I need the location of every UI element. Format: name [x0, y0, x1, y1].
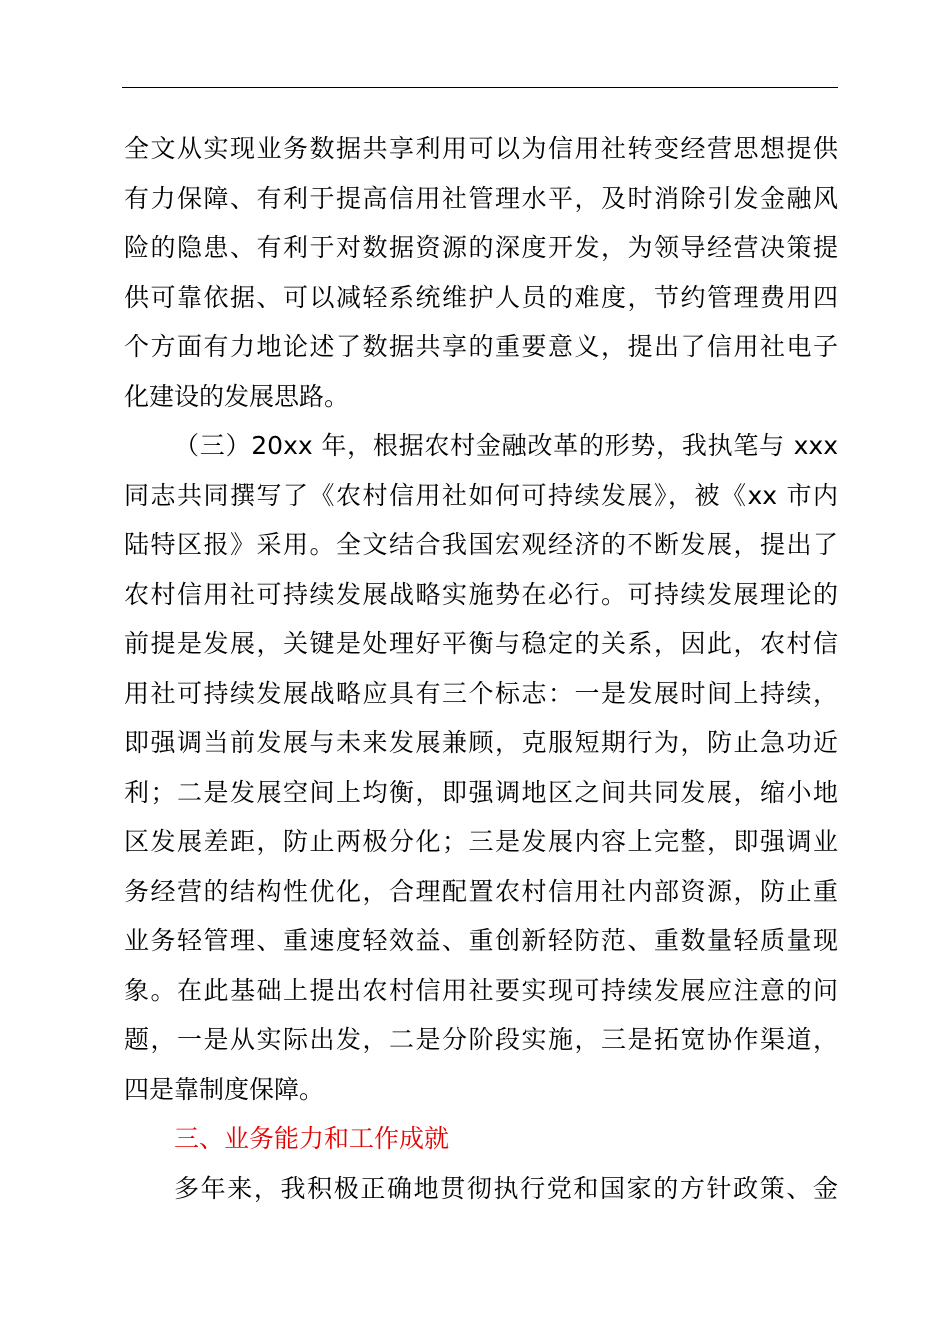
document-body: [124, 124, 838, 1213]
section-heading: 三、业务能力和工作成就: [174, 1124, 450, 1153]
paragraph-line: 有力保障、有利于提高信用社管理水平，及时消除引发金融风: [124, 183, 838, 213]
paragraph-line: 陆特区报》采用。全文结合我国宏观经济的不断发展，提出了: [124, 530, 838, 559]
paragraph-line: 个方面有力地论述了数据共享的重要意义，提出了信用社电子: [124, 332, 838, 361]
paragraph-line: 务经营的结构性优化，合理配置农村信用社内部资源，防止重: [124, 876, 838, 906]
header-rule: [122, 87, 838, 88]
paragraph-line: 业务轻管理、重速度轻效益、重创新轻防范、重数量轻质量现: [124, 926, 838, 955]
paragraph-line: 多年来，我积极正确地贯彻执行党和国家的方针政策、金: [174, 1173, 838, 1203]
paragraph-line: 利；二是发展空间上均衡，即强调地区之间共同发展，缩小地: [124, 777, 838, 807]
paragraph-line: 农村信用社可持续发展战略实施势在必行。可持续发展理论的: [124, 579, 838, 609]
paragraph-line: 象。在此基础上提出农村信用社要实现可持续发展应注意的问: [124, 975, 838, 1005]
paragraph-line: 前提是发展，关键是处理好平衡与稳定的关系，因此，农村信: [124, 629, 838, 658]
paragraph-line: 同志共同撰写了《农村信用社如何可持续发展》，被《xx 市内: [124, 480, 838, 510]
paragraph-line: 全文从实现业务数据共享利用可以为信用社转变经营思想提供: [124, 134, 838, 163]
paragraph-line: 四是靠制度保障。: [124, 1074, 325, 1104]
paragraph-line: 用社可持续发展战略应具有三个标志：一是发展时间上持续，: [124, 678, 838, 708]
paragraph-line: 供可靠依据、可以减轻系统维护人员的难度，节约管理费用四: [124, 282, 838, 312]
paragraph-line: 险的隐患、有利于对数据资源的深度开发，为领导经营决策提: [124, 233, 838, 262]
paragraph-line: （三）20xx 年，根据农村金融改革的形势，我执笔与 xxx: [174, 431, 838, 460]
paragraph-line: 即强调当前发展与未来发展兼顾，克服短期行为，防止急功近: [124, 728, 838, 757]
paragraph-line: 区发展差距，防止两极分化；三是发展内容上完整，即强调业: [124, 827, 838, 856]
paragraph-line: 化建设的发展思路。: [124, 381, 350, 411]
paragraph-line: 题，一是从实际出发，二是分阶段实施，三是拓宽协作渠道，: [124, 1025, 838, 1054]
